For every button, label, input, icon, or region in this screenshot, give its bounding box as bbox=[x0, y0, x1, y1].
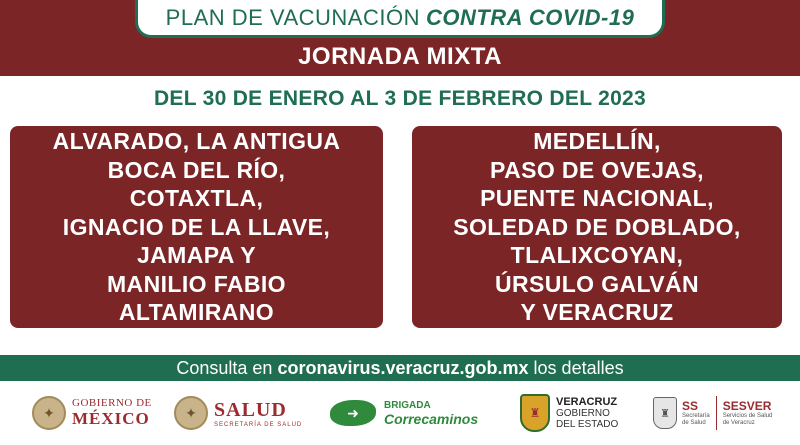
ss-sesver-logo bbox=[653, 393, 772, 433]
salud-line1: SALUD bbox=[214, 398, 287, 421]
brigada-line1: BRIGADA bbox=[384, 399, 431, 411]
municipality-line: IGNACIO DE LA LLAVE, bbox=[62, 213, 331, 240]
plan-title-bold: CONTRA COVID-19 bbox=[425, 4, 635, 30]
municipality-line: SOLEDAD DE DOBLADO, bbox=[453, 213, 741, 240]
consulta-suffix: los detalles bbox=[528, 357, 624, 378]
veracruz-line1: VERACRUZ bbox=[556, 395, 618, 408]
municipalities-left-card bbox=[10, 126, 383, 328]
municipality-line: BOCA DEL RÍO, bbox=[107, 156, 286, 183]
plan-title bbox=[135, 0, 665, 38]
sesver-name: SESVER bbox=[722, 399, 772, 413]
municipality-line: ÚRSULO GALVÁN bbox=[494, 270, 700, 297]
veracruz-gobierno-logo bbox=[520, 393, 618, 433]
date-range: DEL 30 DE ENERO AL 3 DE FEBRERO DEL 2023 bbox=[153, 87, 647, 110]
brigada-correcaminos-logo bbox=[330, 393, 478, 433]
municipality-line: MEDELLÍN, bbox=[533, 128, 661, 155]
municipality-line: ALTAMIRANO bbox=[118, 299, 275, 326]
logo-divider bbox=[716, 396, 717, 430]
municipality-line: PASO DE OVEJAS, bbox=[490, 156, 704, 183]
veracruz-line2: GOBIERNO bbox=[556, 407, 610, 419]
consulta-prefix: Consulta en bbox=[176, 357, 278, 378]
gobierno-mexico-logo bbox=[32, 393, 152, 433]
municipality-line: MANILIO FABIO bbox=[107, 270, 286, 297]
ss-abbr: SS bbox=[682, 399, 699, 413]
ss-line2: de Salud bbox=[682, 420, 706, 426]
eagle-seal-icon: ✦ bbox=[32, 396, 66, 430]
municipality-line: COTAXTLA, bbox=[129, 185, 264, 212]
brigada-line2: Correcaminos bbox=[384, 410, 479, 427]
jornada-title: JORNADA MIXTA bbox=[298, 43, 502, 70]
veracruz-shield-icon: ♜ bbox=[520, 394, 550, 432]
municipality-line: PUENTE NACIONAL, bbox=[480, 185, 714, 212]
sesver-line2: de Veracruz bbox=[722, 420, 755, 426]
veracruz-line3: DEL ESTADO bbox=[556, 418, 619, 430]
consulta-bar bbox=[0, 355, 800, 381]
municipality-line: ALVARADO, LA ANTIGUA bbox=[52, 128, 341, 155]
ss-line1: Secretaría bbox=[682, 413, 710, 419]
consulta-url[interactable]: coronavirus.veracruz.gob.mx bbox=[277, 357, 529, 378]
municipality-line: TLALIXCOYAN, bbox=[510, 242, 684, 269]
gobierno-line1: GOBIERNO DE bbox=[72, 397, 152, 409]
municipality-line: Y VERACRUZ bbox=[520, 299, 674, 326]
logo-strip bbox=[0, 381, 800, 445]
salud-logo bbox=[174, 393, 302, 433]
eagle-seal-icon: ✦ bbox=[174, 396, 208, 430]
ss-shield-icon: ♜ bbox=[653, 397, 677, 429]
plan-title-regular: PLAN DE VACUNACIÓN bbox=[165, 4, 420, 30]
salud-line2: SECRETARÍA DE SALUD bbox=[214, 421, 303, 428]
sesver-line1: Servicios de Salud bbox=[722, 413, 773, 419]
municipalities-right-card bbox=[412, 126, 782, 328]
gobierno-line2: MÉXICO bbox=[72, 409, 150, 428]
roadrunner-icon: ➜ bbox=[330, 400, 376, 426]
municipality-line: JAMAPA Y bbox=[136, 242, 257, 269]
